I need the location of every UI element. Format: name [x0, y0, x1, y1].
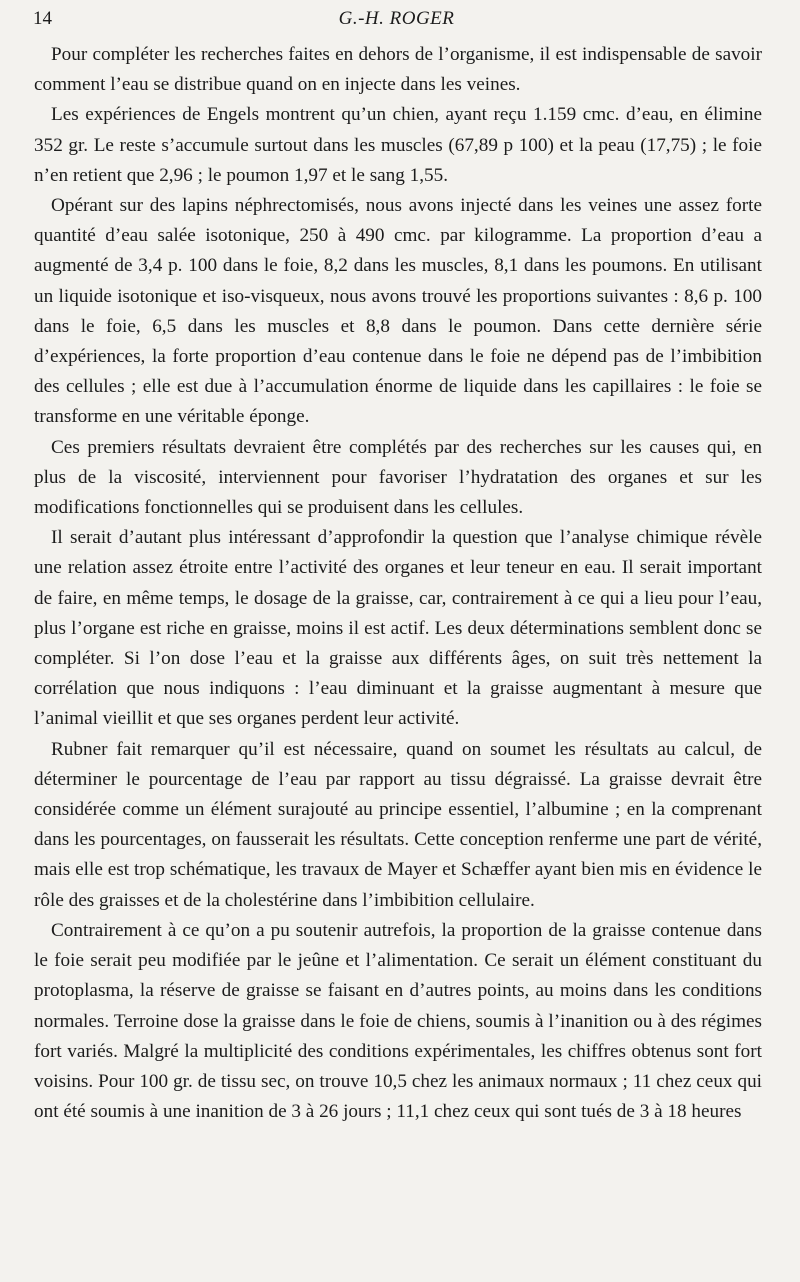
page-number: 14 — [33, 8, 52, 29]
body-text — [34, 40, 762, 1127]
page-header — [33, 8, 760, 36]
paragraph: Opérant sur des lapins néphrectomisés, nous avons injecté dans les veines une assez forte quantité d’eau salée isotonique, 250 à 490 cmc. par kilogramme. La proportion d’eau a augmenté de 3,4 p. 100 dans le foie, 8,2 dans les muscles, 8,1 dans les poumons. En utilisant un liquide isotonique et iso-visqueux, nous avons trouvé les proportions suivantes : 8,6 p. 100 dans le foie, 6,5 dans les muscles et 8,8 dans le poumon. Dans cette dernière série d’expériences, la forte proportion d’eau contenue dans le foie ne dépend pas de l’imbibition des cellules ; elle est due à l’accumulation énorme de liquide dans les capillaires : le foie se transforme en une véritable éponge. — [34, 195, 762, 428]
paragraph: Rubner fait remarquer qu’il est nécessaire, quand on soumet les résultats au calcul, de déterminer le pourcentage de l’eau par rapport au tissu dégraissé. La graisse devrait être considérée comme un élément surajouté au principe essentiel, l’albumine ; en la comprenant dans les pourcentages, on fausserait les résultats. Cette conception renferme une part de vérité, mais elle est trop schématique, les travaux de Mayer et Schæffer ayant bien mis en évidence le rôle des graisses et de la cholestérine dans l’imbibition cellulaire. — [34, 738, 762, 911]
paragraph: Contrairement à ce qu’on a pu soutenir autrefois, la proportion de la graisse contenue dans le foie serait peu modifiée par le jeûne et l’alimentation. Ce serait un élément constituant du protoplasma, la réserve de graisse se faisant en d’autres points, au moins dans les conditions normales. Terroine dose la graisse dans le foie de chiens, soumis à l’inanition ou à des régimes fort variés. Malgré la multiplicité des conditions expérimentales, les chiffres obtenus sont fort voisins. Pour 100 gr. de tissu sec, on trouve 10,5 chez les animaux normaux ; 11 chez ceux qui ont été soumis à une inanition de 3 à 26 jours ; 11,1 chez ceux qui sont tués de 3 à 18 heures — [34, 919, 762, 1123]
paragraph: Ces premiers résultats devraient être complétés par des recherches sur les causes qui, en plus de la viscosité, interviennent pour favoriser l’hydratation des organes et sur les modifications fonctionnelles qui se produisent dans les cellules. — [34, 436, 762, 519]
paragraph: Pour compléter les recherches faites en dehors de l’organisme, il est indispensable de savoir comment l’eau se distribue quand on en injecte dans les veines. — [34, 44, 762, 96]
paragraph: Les expériences de Engels montrent qu’un chien, ayant reçu 1.159 cmc. d’eau, en élimine 352 gr. Le reste s’accumule surtout dans les muscles (67,89 p 100) et la peau (17,75) ; le foie n’en retient que 2,96 ; le poumon 1,97 et le sang 1,55. — [34, 104, 762, 186]
running-head: G.-H. ROGER — [338, 8, 455, 29]
paragraph: Il serait d’autant plus intéressant d’approfondir la question que l’analyse chimique révèle une relation assez étroite entre l’activité des organes et leur teneur en eau. Il serait important de faire, en même temps, le dosage de la graisse, car, contrairement à ce qui a lieu pour l’eau, plus l’organe est riche en graisse, moins il est actif. Les deux déterminations semblent donc se compléter. Si l’on dose l’eau et la graisse aux différents âges, on suit très nettement la corrélation que nous indiquons : l’eau diminuant et la graisse augmentant à mesure que l’animal vieillit et que ses organes perdent leur activité. — [34, 527, 762, 730]
